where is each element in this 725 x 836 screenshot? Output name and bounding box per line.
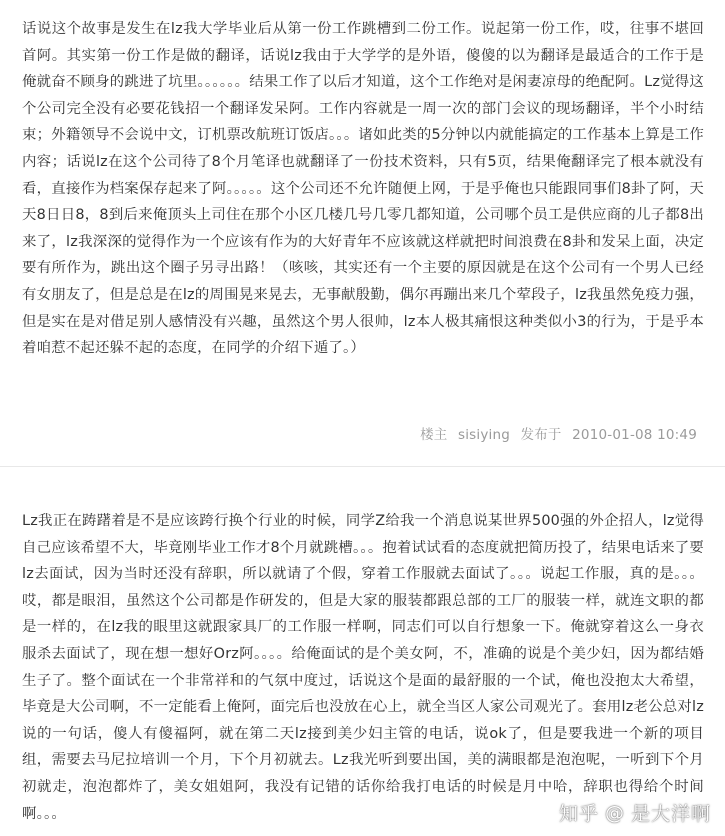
- post-meta: [420, 423, 697, 443]
- post-body-1: 话说这个故事是发生在lz我大学毕业后从第一份工作跳槽到二份工作。说起第一份工作，哎，往事不堪回首阿。其实第一份工作是做的翻译，话说lz我由于大学学的是外语，傻傻的以为翻译是最适合的工作于是俺就奋不顾身的跳进了坑里。。。。。。结果工作了以后才知道，这个工作绝对是闲妻凉母的绝配阿。Lz觉得这个公司完全没有必要花钱招一个翻译发呆阿。工作内容就是一周一次的部门会议的现场翻译，半个小时结束；外籍领导不会说中文，订机票改航班订饭店。。。诸如此类的5分钟以内就能搞定的工作基本上算是工作内容；话说lz在这个公司待了8个月笔译也就翻译了一份技术资料，只有5页，结果俺翻译完了根本就没有看，直接作为档案保存起来了阿。。。。。这个公司还不允许随便上网，于是乎俺也只能跟同事们8卦了阿，天天8日日8，8到后来俺顶头上司住在那个小区几楼几号几零几都知道，公司哪个员工是供应商的儿子都8出来了，lz我深深的觉得作为一个应该有作为的大好青年不应该就这样就把时间浪费在8卦和发呆上面，决定要有所作为，跳出这个圈子另寻出路！（咳咳，其实还有一个主要的原因就是在这个公司有一个男人已经有女朋友了，但是总是在lz的周围晃来晃去，无事献殷勤，偶尔再蹦出来几个荤段子，lz我虽然免疫力强，但是实在是对借足别人感情没有兴趣，虽然这个男人很帅，lz本人极其痛恨这种类似小3的行为，于是乎本着咱惹不起还躲不起的态度，在同学的介绍下遁了。）: [22, 21, 704, 357]
- watermark-at: @: [604, 801, 625, 824]
- author-name[interactable]: sisiying: [457, 427, 511, 443]
- zhihu-watermark: [559, 799, 711, 826]
- author-label: 楼主: [420, 427, 448, 443]
- posted-label: 发布于: [520, 427, 562, 443]
- watermark-brand: 知乎: [558, 803, 599, 825]
- post-divider: [0, 466, 725, 467]
- post-body-2: Lz我正在踌躇着是不是应该跨行换个行业的时候，同学Z给我一个消息说某世界500强的外企招人，lz觉得自己应该希望不大，毕竟刚毕业工作才8个月就跳槽。。。抱着试试看的态度就把简历投了，结果电话来了要lz去面试，因为当时还没有辞职，所以就请了个假，穿着工作服就去面试了。。。说起工作服，真的是。。。哎，都是眼泪，虽然这个公司都是作研发的，但是大家的服装都跟总部的工厂的服装一样，就连文职的都是一样的，在lz我的眼里这就跟家具厂的工作服一样啊，同志们可以自行想象一下。俺就穿着这么一身衣服杀去面试了，现在想一想好Orz阿。。。。给俺面试的是个美女阿，不，准确的说是个美少妇，因为都结婚生子了。整个面试在一个非常祥和的气氛中度过，话说这个是面的最舒服的一个试，俺也没抱太大希望，毕竟是大公司啊，不一定能看上俺阿，面完后也没放在心上，就全当区人家公司观光了。套用lz老公总对lz说的一句话，傻人有傻福阿，就在第二天lz接到美少妇主管的电话，说ok了，但是要我进一个新的项目组，需要去马尼拉培训一个月，下个月初就去。Lz我光听到要出国，美的满眼都是泡泡呢，一听到下个月初就走，泡泡都炸了，美女姐姐阿，我没有记错的话你给我打电话的时候是月中哈，辞职也得给个时间啊。。。: [22, 513, 704, 822]
- watermark-account: 是大洋啊: [630, 803, 711, 825]
- post-timestamp: 2010-01-08 10:49: [572, 427, 697, 443]
